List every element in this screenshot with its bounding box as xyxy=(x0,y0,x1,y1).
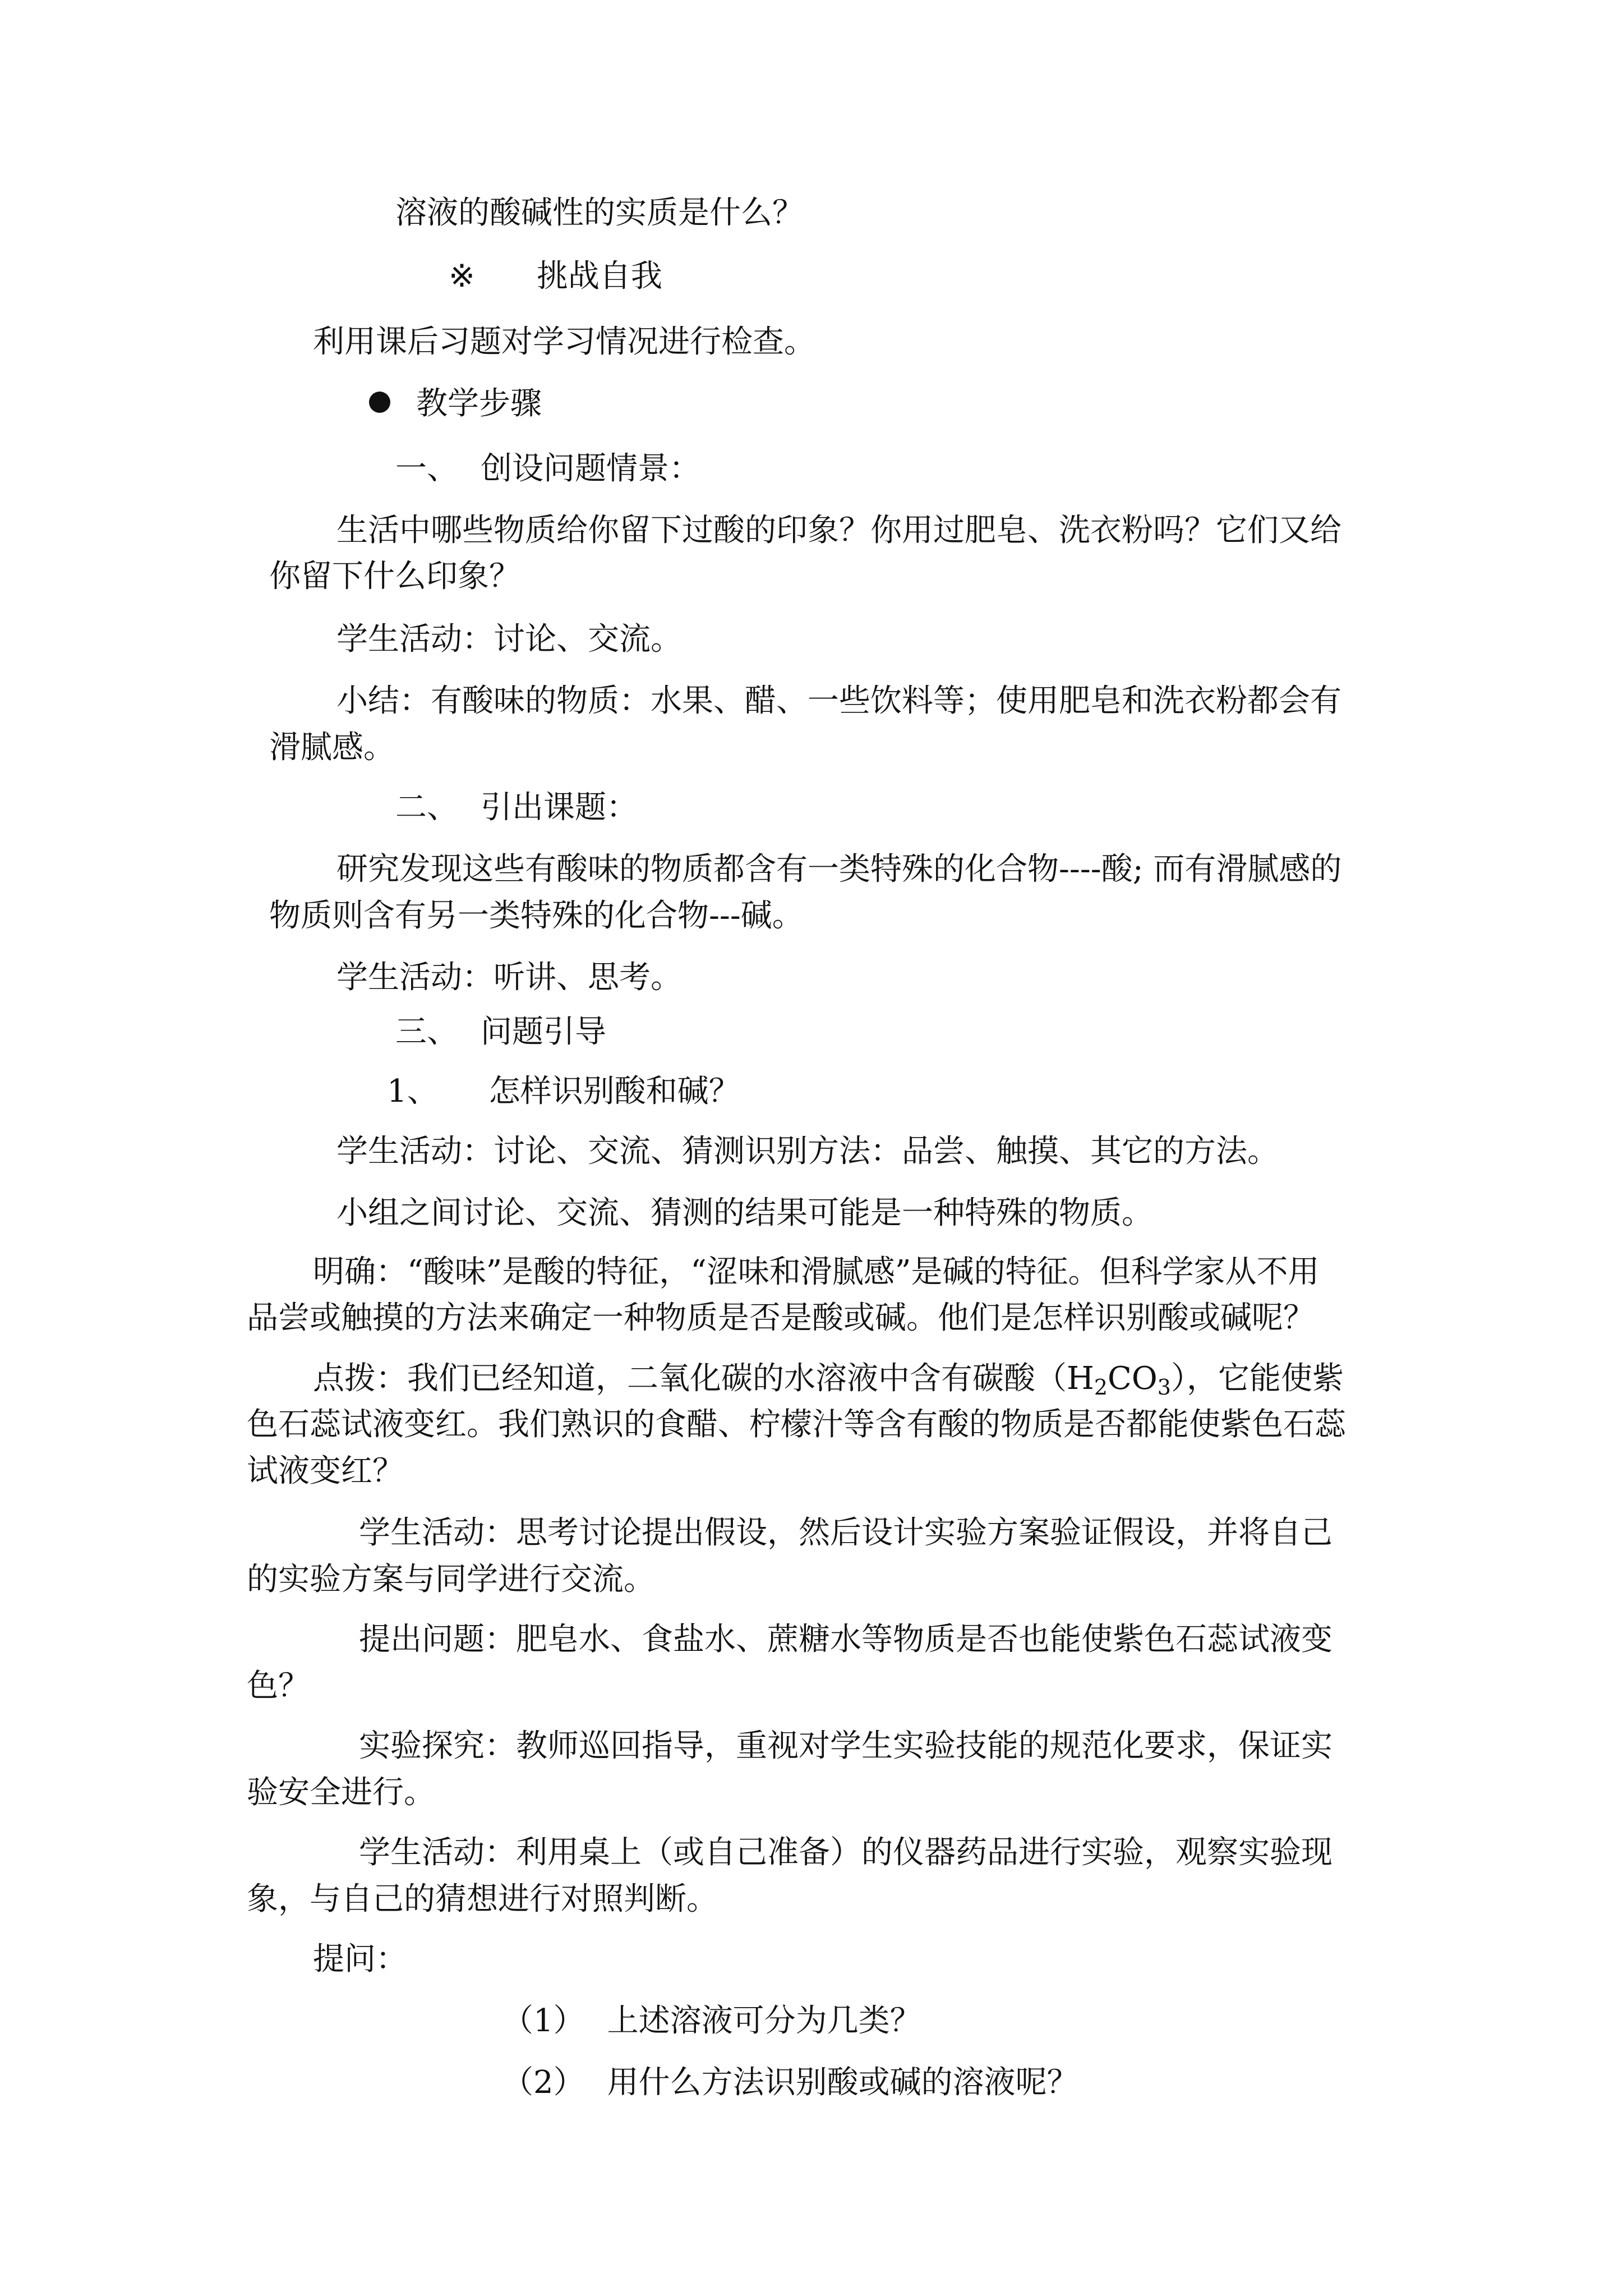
text: 明确：“酸味”是酸的特征，“涩味和滑腻感”是碱的特征。但科学家从不用 xyxy=(313,1254,1320,1290)
heading-text: 问题引导 xyxy=(481,1014,606,1050)
paragraph xyxy=(336,685,1341,717)
paragraph xyxy=(359,1621,1332,1658)
text: 滑腻感。 xyxy=(269,729,395,766)
paragraph xyxy=(336,512,1341,549)
paragraph-continuation xyxy=(247,1881,718,1917)
text: 试液变红？ xyxy=(247,1453,404,1489)
text: 色？ xyxy=(247,1668,310,1704)
section-title: 教学步骤 xyxy=(416,385,542,422)
paragraph xyxy=(336,851,1342,887)
text: 学生活动：利用桌上（或自己准备）的仪器药品进行实验，观察实验现 xyxy=(359,1834,1332,1871)
text: 研究发现这些有酸味的物质都含有一类特殊的化合物----酸; 而有滑腻感的 xyxy=(336,851,1342,887)
heading-2 xyxy=(395,789,638,826)
question-number: （1） xyxy=(502,2003,585,2039)
text: 象，与自己的猜想进行对照判断。 xyxy=(247,1881,718,1917)
paragraph-continuation xyxy=(247,1668,310,1704)
text: 生活中哪些物质给你留下过酸的印象？你用过肥皂、洗衣粉吗？它们又给 xyxy=(336,512,1341,549)
text: 利用课后习题对学习情况进行检查。 xyxy=(313,324,815,360)
section-title: 挑战自我 xyxy=(536,258,662,295)
paragraph-continuation xyxy=(269,900,804,932)
text: 验安全进行。 xyxy=(247,1774,435,1811)
heading-number: 二、 xyxy=(395,789,458,826)
paragraph xyxy=(313,326,815,358)
text: 的实验方案与同学进行交流。 xyxy=(247,1561,655,1598)
subheading-number: 1、 xyxy=(387,1073,439,1110)
heading-text: 创设问题情景： xyxy=(481,450,700,487)
subheading-1 xyxy=(387,1073,740,1110)
paragraph-continuation xyxy=(247,1774,435,1811)
student-activity xyxy=(359,1834,1332,1871)
text: 你留下什么印象？ xyxy=(269,558,520,595)
text: 溶液的酸碱性的实质是什么？ xyxy=(395,195,804,231)
text: 学生活动：讨论、交流。 xyxy=(336,621,682,657)
paragraph xyxy=(336,1195,1153,1231)
paragraph xyxy=(313,1254,1320,1290)
section-challenge xyxy=(449,258,662,295)
paragraph-continuation xyxy=(247,1300,1315,1336)
paragraph-continuation xyxy=(247,1453,404,1489)
question-prompt xyxy=(313,1941,407,1977)
question-item-1 xyxy=(502,2005,921,2037)
heading-number: 一、 xyxy=(395,450,458,487)
heading-text: 引出课题： xyxy=(481,789,638,826)
question-line xyxy=(395,197,804,229)
heading-1 xyxy=(395,450,700,487)
reference-mark: ※ xyxy=(449,258,475,295)
heading-3 xyxy=(395,1016,606,1048)
paragraph-continuation xyxy=(269,729,395,766)
text: 小组之间讨论、交流、猜测的结果可能是一种特殊的物质。 xyxy=(336,1195,1153,1231)
subscript: 3 xyxy=(1157,1375,1171,1400)
paragraph-continuation xyxy=(247,1406,1346,1443)
text: 物质则含有另一类特殊的化合物---碱。 xyxy=(269,898,804,934)
student-activity xyxy=(336,1133,1279,1170)
paragraph xyxy=(359,1728,1332,1764)
student-activity xyxy=(336,959,682,996)
question-number: （2） xyxy=(502,2064,585,2101)
text: 色石蕊试液变红。我们熟识的食醋、柠檬汁等含有酸的物质是否都能使紫色石蕊 xyxy=(247,1406,1346,1443)
subscript: 2 xyxy=(1094,1375,1108,1400)
section-teaching-steps xyxy=(369,385,542,422)
paragraph-continuation xyxy=(247,1561,655,1598)
text: 提出问题：肥皂水、食盐水、蔗糖水等物质是否也能使紫色石蕊试液变 xyxy=(359,1621,1332,1658)
text: 品尝或触摸的方法来确定一种物质是否是酸或碱。他们是怎样识别酸或碱呢？ xyxy=(247,1300,1315,1336)
question-item-2 xyxy=(502,2064,1078,2101)
question-text: 用什么方法识别酸或碱的溶液呢？ xyxy=(607,2064,1078,2101)
bullet-icon xyxy=(369,392,390,413)
student-activity xyxy=(359,1517,1332,1549)
paragraph xyxy=(313,1360,1344,1400)
text: 实验探究：教师巡回指导，重视对学生实验技能的规范化要求，保证实 xyxy=(359,1728,1332,1764)
text: 学生活动：听讲、思考。 xyxy=(336,959,682,996)
subheading-text: 怎样识别酸和碱？ xyxy=(488,1073,740,1110)
text: 学生活动：讨论、交流、猜测识别方法：品尝、触摸、其它的方法。 xyxy=(336,1133,1279,1170)
paragraph-continuation xyxy=(269,558,520,595)
text: CO xyxy=(1108,1360,1158,1397)
text: 小结：有酸味的物质：水果、醋、一些饮料等；使用肥皂和洗衣粉都会有 xyxy=(336,683,1341,719)
heading-number: 三、 xyxy=(395,1014,458,1050)
text: 点拨：我们已经知道，二氧化碳的水溶液中含有碳酸（H xyxy=(313,1360,1094,1397)
student-activity xyxy=(336,621,682,657)
text: 学生活动：思考讨论提出假设，然后设计实验方案验证假设，并将自己 xyxy=(359,1515,1332,1551)
text: 提问： xyxy=(313,1941,407,1977)
text: ），它能使紫 xyxy=(1170,1360,1344,1397)
question-text: 上述溶液可分为几类？ xyxy=(607,2003,921,2039)
